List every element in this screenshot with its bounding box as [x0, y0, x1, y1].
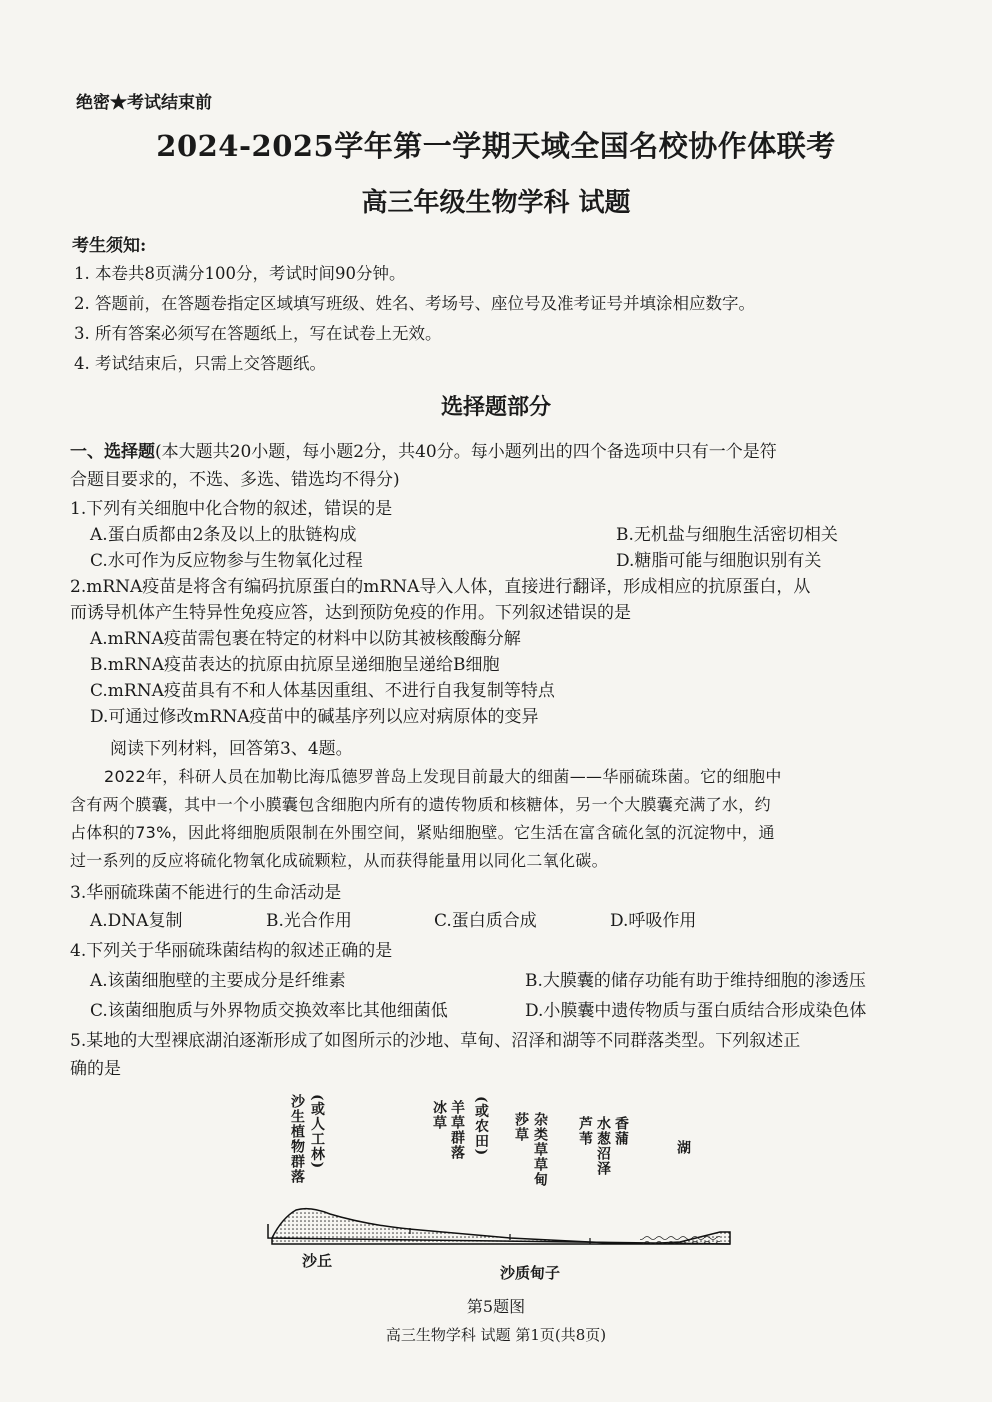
fig-label-sedge: 莎草: [513, 1112, 529, 1142]
fig-label-farmland: (或农田): [473, 1096, 489, 1157]
q1-option-b: B.无机盐与细胞生活密切相关: [616, 525, 838, 545]
q2-option-a: A.mRNA疫苗需包裹在特定的材料中以防其被核酸酶分解: [90, 629, 521, 649]
section-title: 选择题部分: [440, 394, 551, 420]
question-5-stem-cont: 确的是: [70, 1059, 121, 1079]
material-line: 过一系列的反应将硫化物氧化成硫颗粒，从而获得能量用以同化二氧化碳。: [70, 851, 608, 870]
material-line: 含有两个膜囊，其中一个小膜囊包含细胞内所有的遗传物质和核糖体，另一个大膜囊充满了水，约: [70, 795, 771, 814]
lake-water: [640, 1236, 720, 1244]
q1-option-c: C.水可作为反应物参与生物氧化过程: [90, 551, 363, 571]
notice-item: 3. 所有答案必须写在答题纸上，写在试卷上无效。: [74, 324, 442, 343]
notice-item: 4. 考试结束后，只需上交答题纸。: [74, 354, 326, 373]
question-5-stem: 5.某地的大型裸底湖泊逐渐形成了如图所示的沙地、草甸、沼泽和湖等不同群落类型。下列叙述正: [70, 1031, 801, 1051]
fig-label-ice-grass: 冰草: [431, 1100, 447, 1130]
part-desc: (本大题共20小题，每小题2分，共40分。每小题列出的四个备选项中只有一个是符: [155, 442, 777, 462]
material-line: 2022年，科研人员在加勒比海瓜德罗普岛上发现目前最大的细菌——华丽硫珠菌。它的细胞中: [104, 767, 782, 786]
question-3-stem: 3.华丽硫珠菌不能进行的生命活动是: [70, 883, 342, 903]
exam-title: 2024-2025学年第一学期天域全国名校协作体联考: [156, 129, 836, 163]
fig-label-dune: 沙丘: [302, 1252, 333, 1270]
fig-label-artificial-forest: (或人工林): [309, 1094, 325, 1170]
fig-label-lake: 湖: [675, 1140, 691, 1155]
q2-option-b: B.mRNA疫苗表达的抗原由抗原呈递细胞呈递给B细胞: [90, 655, 500, 675]
exam-subtitle: 高三年级生物学科 试题: [361, 188, 631, 218]
material-line: 占体积的73%，因此将细胞质限制在外围空间，紧贴细胞壁。它生活在富含硫化氢的沉淀物中，通: [70, 823, 775, 842]
q4-option-d: D.小膜囊中遗传物质与蛋白质结合形成染色体: [525, 1001, 867, 1021]
page-footer: 高三生物学科 试题 第1页(共8页): [385, 1326, 607, 1344]
question-1-stem: 1.下列有关细胞中化合物的叙述，错误的是: [70, 499, 393, 519]
fig-label-sandy-ground: 沙质甸子: [500, 1264, 561, 1282]
notice-item: 2. 答题前，在答题卷指定区域填写班级、姓名、考场号、座位号及准考证号并填涂相应数字。: [74, 294, 755, 313]
q3-option-c: C.蛋白质合成: [434, 911, 537, 931]
question-4-stem: 4.下列关于华丽硫珠菌结构的叙述正确的是: [70, 941, 393, 961]
notice-heading: 考生须知:: [72, 236, 147, 256]
figure-caption: 第5题图: [466, 1297, 526, 1316]
q1-option-a: A.蛋白质都由2条及以上的肽链构成: [90, 525, 357, 545]
q3-option-d: D.呼吸作用: [610, 911, 697, 931]
q4-option-c: C.该菌细胞质与外界物质交换效率比其他细菌低: [90, 1001, 448, 1021]
confidential-mark: 绝密★考试结束前: [76, 93, 212, 113]
fig-label-water-onion-marsh: 水葱沼泽: [595, 1116, 611, 1176]
notice-item: 1. 本卷共8页满分100分，考试时间90分钟。: [74, 264, 406, 283]
fig-label-sheep-grass: 羊草群落: [449, 1100, 465, 1160]
fig-label-mixed-meadow: 杂类草草甸: [532, 1112, 548, 1187]
q2-option-d: D.可通过修改mRNA疫苗中的碱基序列以应对病原体的变异: [90, 707, 539, 727]
fig-label-reed: 芦苇: [577, 1116, 593, 1146]
fig-label-cattail: 香蒲: [613, 1116, 629, 1146]
q2-option-c: C.mRNA疫苗具有不和人体基因重组、不进行自我复制等特点: [90, 681, 555, 701]
part-desc-cont: 合题目要求的，不选、多选、错选均不得分): [70, 470, 400, 490]
q4-option-b: B.大膜囊的储存功能有助于维持细胞的渗透压: [525, 971, 866, 991]
q4-option-a: A.该菌细胞壁的主要成分是纤维素: [90, 971, 346, 991]
material-intro: 阅读下列材料，回答第3、4题。: [110, 739, 353, 759]
q3-option-b: B.光合作用: [266, 911, 352, 931]
question-2-stem-cont: 而诱导机体产生特异性免疫应答，达到预防免疫的作用。下列叙述错误的是: [70, 603, 631, 623]
q3-option-a: A.DNA复制: [90, 911, 183, 931]
fig-label-sand-plants: 沙生植物群落: [289, 1094, 305, 1184]
part-instructions: [70, 437, 777, 462]
question-2-stem: 2.mRNA疫苗是将含有编码抗原蛋白的mRNA导入人体，直接进行翻译，形成相应的抗原蛋白，从: [70, 577, 811, 597]
q1-option-d: D.糖脂可能与细胞识别有关: [616, 551, 822, 571]
part-label: 一、选择题: [70, 442, 155, 462]
